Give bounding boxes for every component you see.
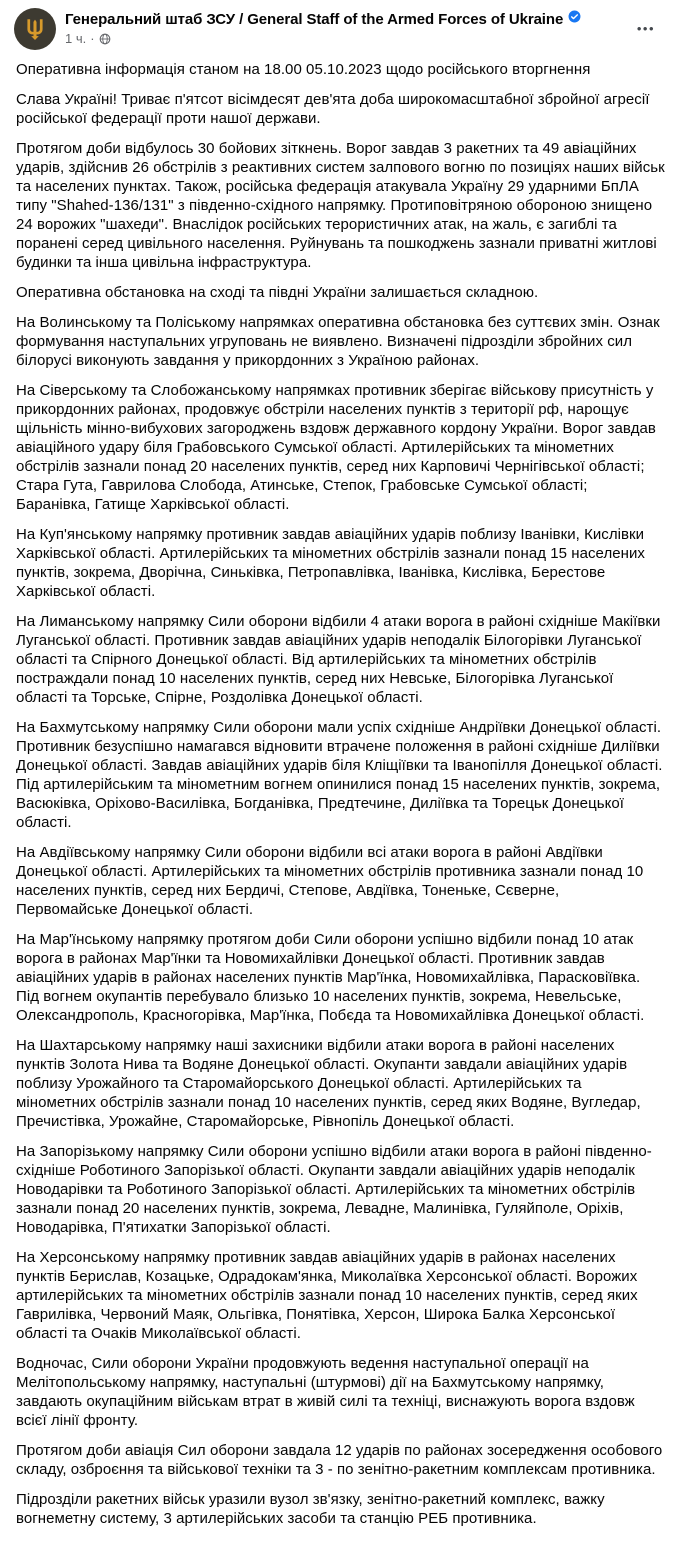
post-body [0, 54, 681, 1542]
meta-separator: · [90, 31, 95, 46]
more-options-button[interactable] [631, 14, 661, 43]
post-paragraph: На Запорізькому напрямку Сили оборони успішно відбили атаки ворога в районі південно-східніше Роботиного Запорізької області. Окупанти завдали авіаційних ударів неподалік Новодарівки та Роботиного Запорізької області. Артилерійських та мінометних обстрілів зазнали понад 20 населених пунктів, зокрема, Левадне, Малинівка, Гуляйполе, Оріхів, Новодарівка, П'ятихатки Запорізької області. [16, 1143, 652, 1236]
post-paragraph: На Мар'їнському напрямку протягом доби Сили оборони успішно відбили понад 10 атак ворога в районах Мар'їнки та Новомихайлівки Донецької області. Противник завдав авіаційних ударів в районах населених пунктів Мар'їнка, Новомихайлівка, Парасковіївка. Під вогнем окупантів перебувало близько 10 населених пунктів, зокрема, Невельське, Олександрополь, Красногорівка, Мар'їнка, Побєда та Новомихайлівка Донецької області. [16, 931, 645, 1024]
post-paragraph: Оперативна інформація станом на 18.00 05.10.2023 щодо російського вторгнення [16, 61, 591, 78]
post-paragraph: На Авдіївському напрямку Сили оборони відбили всі атаки ворога в районі Авдіївки Донецької області. Артилерійських та мінометних обстрілів противника зазнали понад 10 населених пунктів, серед них Бердичі, Степове, Авдіївка, Тоненьке, Сєверне, Первомайське Донецької області. [16, 844, 644, 918]
post-paragraph: На Шахтарському напрямку наші захисники відбили атаки ворога в районі населених пунктів Золота Нива та Водяне Донецької області. Окупанти завдали авіаційних ударів поблизу Урожайного та Старомайорського Донецької області. Артилерійських та мінометних обстрілів зазнали понад 10 населених пунктів, серед яких Водяне, Вугледар, Пречистівка, Урожайне, Старомайорське, Рівнопіль Донецької області. [16, 1037, 641, 1130]
page-name[interactable]: Генеральний штаб ЗСУ / General Staff of the Armed Forces of Ukraine [65, 10, 564, 28]
more-options-icon: ••• [636, 21, 655, 36]
post-meta [65, 31, 631, 46]
ukrainian-trident-icon [22, 16, 48, 42]
page-avatar[interactable] [14, 8, 56, 50]
page-name-row [65, 10, 631, 28]
header-info [65, 8, 631, 46]
post-paragraph: На Лиманському напрямку Сили оборони відбили 4 атаки ворога в районі східніше Макіївки Луганської області. Противник завдав авіаційних ударів неподалік Білогорівки Луганської області та Спірного Донецької області. Від артилерійських та мінометних обстрілів постраждали понад 10 населених пунктів, серед них Невське, Білогорівка Луганської області та Торське, Спірне, Роздолівка Донецької області. [16, 613, 661, 706]
post-paragraph: На Куп'янському напрямку противник завдав авіаційних ударів поблизу Іванівки, Кислівки Харківської області. Артилерійських та мінометних обстрілів зазнали понад 15 населених пунктів, зокрема, Дворічна, Синьківка, Петропавлівка, Іванівка, Кислівка, Берестове Харківської області. [16, 526, 645, 600]
post-paragraph: На Волинському та Поліському напрямках оперативна обстановка без суттєвих змін. Ознак формування наступальних угруповань не виявлено. Визначені підрозділи збройних сил білорусі виконують завдання у прикордонних з Україною районах. [16, 314, 660, 369]
post-paragraph: Слава Україні! Триває п'ятсот вісімдесят дев'ята доба широкомасштабної збройної агресії російської федерації проти нашої держави. [16, 91, 650, 127]
post-paragraph: Протягом доби відбулось 30 бойових зіткнень. Ворог завдав 3 ракетних та 49 авіаційних ударів, здійснив 26 обстрілів з реактивних систем залпового вогню по позиціях наших військ та населених пунктах. Також, російська федерація атакувала Україну 29 ударними БпЛА типу "Shahed-136/131" з південно-східного напрямку. Протиповітряною обороною знищено 24 ворожих "шахеди". Внаслідок російських терористичних атак, на жаль, є загиблі та поранені серед цивільного населення. Руйнувань та пошкоджень зазнали приватні житлові будинки та інша цивільна інфраструктура. [16, 140, 665, 271]
post-paragraph: Підрозділи ракетних військ уразили вузол зв'язку, зенітно-ракетний комплекс, важку вогнеметну систему, 3 артилерійських засоби та станцію РЕБ противника. [16, 1491, 605, 1527]
verified-badge-icon [568, 10, 581, 28]
post-paragraph: Водночас, Сили оборони України продовжують ведення наступальної операції на Мелітопольському напрямку, наступальні (штурмові) дії на Бахмутському напрямку, завдають окупаційним військам втрат в живій силі та техніці, виснажують ворога вздовж всієї лінії фронту. [16, 1355, 635, 1429]
post-paragraph: Протягом доби авіація Сил оборони завдала 12 ударів по районах зосередження особового складу, озброєння та військової техніки та 3 - по зенітно-ракетним комплексам противника. [16, 1442, 663, 1478]
post-paragraph: На Сіверському та Слобожанському напрямках противник зберігає військову присутність у прикордонних районах, продовжує обстріли населених пунктів з території рф, нарощує щільність мінно-вибухових загороджень вздовж державного кордону України. Ворог завдав авіаційного удару біля Грабовського Сумської області. Артилерійських та мінометних обстрілів зазнали понад 20 населених пунктів, серед них Карповичі Чернігівської області; Стара Гута, Гаврилова Слобода, Атинське, Степок, Грабовське Сумської області; Баранівка, Гатище Харківської області. [16, 382, 656, 513]
globe-icon [99, 33, 111, 45]
post-header [0, 0, 681, 54]
post-paragraph: Оперативна обстановка на сході та півдні України залишається складною. [16, 284, 539, 301]
timestamp[interactable]: 1 ч. [65, 31, 87, 46]
post-paragraph: На Херсонському напрямку противник завдав авіаційних ударів в районах населених пунктів Берислав, Козацьке, Одрадокам'янка, Миколаївка Херсонської області. Ворожих артилерійських та мінометних обстрілів зазнали понад 10 населених пунктів, серед яких Гаврилівка, Червоний Маяк, Ольгівка, Понятівка, Херсон, Широка Балка Херсонської області та Очаків Миколаївської області. [16, 1249, 638, 1342]
post-paragraph: На Бахмутському напрямку Сили оборони мали успіх східніше Андріївки Донецької області. Противник безуспішно намагався відновити втрачене положення в районі східніше Диліївки Донецької області. Завдав авіаційних ударів біля Кліщіївки та Іванопілля Донецької області. Під артилерійським та мінометним вогнем опинилися понад 15 населених пунктів, зокрема, Васюківка, Оріхово-Василівка, Богданівка, Предтечине, Диліївка та Торецьк Донецької області. [16, 719, 663, 831]
